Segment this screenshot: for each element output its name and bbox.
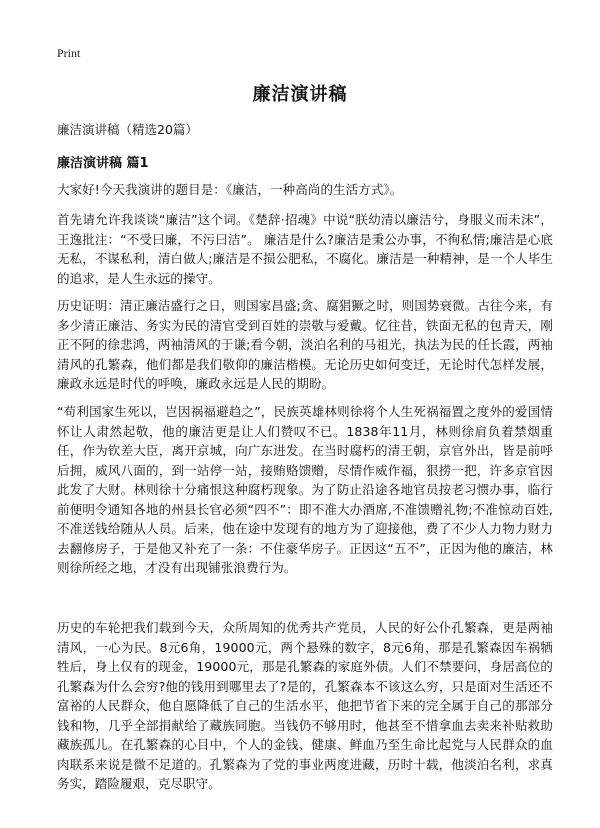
document-title: 廉洁演讲稿 — [252, 84, 348, 105]
paragraph-definition: 首先请允许我谈谈“廉洁”这个词。《楚辞·招魂》中说“朕幼清以廉洁兮，身服义而未沫”，王逸批注：“不受曰廉，不污曰洁”。 廉洁是什么?廉洁是秉公办事，不徇私情;廉洁是心底无私，不谋私利，清白做人;廉洁是不损公肥私，不腐化。廉洁是一种精神，是一个人毕生的追求，是人生永远的操守。 — [57, 212, 553, 286]
paragraph-kong-fansen: 历史的车轮把我们载到今天，众所周知的优秀共产党员，人民的好公仆孔繁森，更是两袖清风，一心为民。8元6角，19000元，两个悬殊的数字，8元6角，那是孔繁森因车祸牺牲后，身上仅有的现金，19000元，那是孔繁森的家庭外债。人们不禁要问，身居高位的孔繁森为什么会穷?他的钱用到哪里去了?是的，孔繁森本不该这么穷，只是面对生活还不富裕的人民群众，他自愿降低了自己的生活水平，他把节省下来的完全属于自己的那部分钱和物，几乎全部捐献给了藏族同胞。当钱仍不够用时，他甚至不惜拿血去卖来补贴救助藏族孤儿。在孔繁森的心目中，个人的金钱、健康、鲜血乃至生命比起党与人民群众的血肉联系来说是微不足道的。孔繁森为了党的事业两度进藏，历时十载，他淡泊名利，求真务实，踏险履艰，克尽职守。 — [57, 620, 553, 791]
paragraph-lin-zexu: “苟利国家生死以，岂因祸福避趋之”，民族英雄林则徐将个人生死祸福置之度外的爱国情怀让人肃然起敬，他的廉洁更是让人们赞叹不已。1838年11月，林则徐肩负着禁烟重任，作为钦差大臣，离开京城，向广东进发。在当时腐朽的清王朝，京官外出，皆是前呼后拥，威风八面的，到一站停一站，接贿赂馈赠，尽情作威作福，狠捞一把，许多京官因此发了大财。林则徐十分痛恨这种腐朽现象。为了防止沿途各地官员按老习惯办事，临行前便明令通知各地的州县长官必须“四不”：即不准大办酒席,不准馈赠礼物;不准惊动百姓,不准送钱给随从人员。后来，他在途中发现有的地方为了迎接他，费了不少人力物力财力去翻修房子，于是他又补充了一条：不住豪华房子。正因这“五不”，正因为他的廉洁，林则徐所经之地，才没有出现铺张浪费行为。 — [57, 404, 553, 575]
document-subtitle: 廉洁演讲稿（精选20篇） — [57, 122, 198, 137]
print-link[interactable]: Print — [57, 46, 81, 60]
paragraph-history: 历史证明：清正廉洁盛行之日，则国家昌盛;贪、腐猖獗之时，则国势衰微。古往今来，有多少清正廉洁、务实为民的清官受到百姓的崇敬与爱戴。忆往昔，铁面无私的包青天，刚正不阿的徐悲鸿，两袖清风的于谦;看今朝，淡泊名利的马祖光，执法为民的任长霞，两袖清风的孔繁森，他们都是我们敬仰的廉洁楷模。无论历史如何变迁，无论时代怎样发展，廉政永远是时代的呼唤，廉政永远是人民的期盼。 — [57, 298, 553, 391]
section-heading: 廉洁演讲稿 篇1 — [57, 156, 149, 171]
paragraph-greeting: 大家好!今天我演讲的题目是：《廉洁，一种高尚的生活方式》。 — [57, 182, 403, 197]
